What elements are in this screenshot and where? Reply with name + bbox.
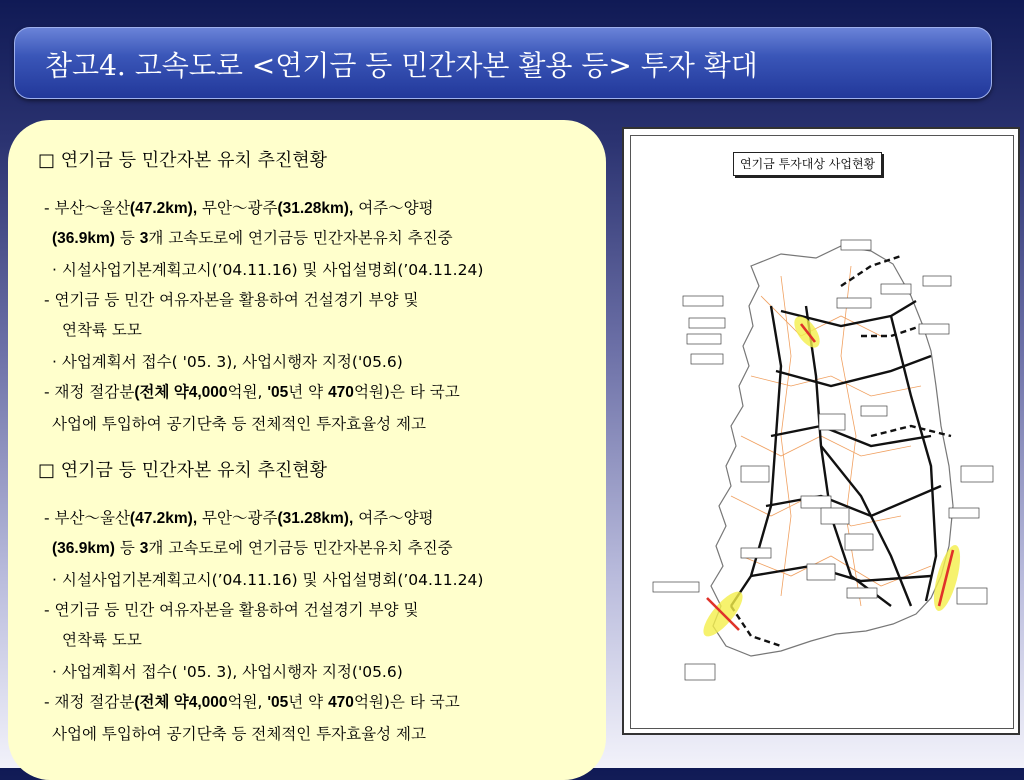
- text-fragment: 470: [328, 694, 354, 711]
- text-fragment: 등: [114, 539, 140, 557]
- text-fragment: 억원)은 타 국고: [353, 693, 460, 711]
- text-line: - 연기금 등 민간 여유자본을 활용하여 건설경기 부양 및: [44, 601, 419, 619]
- text-line: 연착륙 도모: [62, 631, 142, 649]
- text-fragment: (47.2km),: [129, 510, 198, 527]
- route-tag: [919, 324, 949, 334]
- route-tag: [949, 508, 979, 518]
- text-fragment: - 부산～울산: [44, 199, 130, 217]
- route-tag: [819, 414, 845, 430]
- route-tag: [881, 284, 911, 294]
- text-fragment: 개 고속도로에 연기금등 민간자본유치 추진중: [148, 229, 453, 247]
- text-line: [44, 380, 460, 402]
- text-fragment: 등: [114, 229, 140, 247]
- text-line: 연착륙 도모: [62, 321, 142, 339]
- text-fragment: 여주～양평: [353, 199, 434, 217]
- text-fragment: 무안～광주: [197, 199, 278, 217]
- text-fragment: - 재정 절감분: [44, 693, 135, 711]
- text-fragment: (47.2km),: [129, 200, 198, 217]
- text-fragment: 3: [139, 230, 149, 247]
- text-fragment: '05: [267, 384, 289, 401]
- route-tag: [741, 548, 771, 558]
- route-tag: [821, 508, 849, 524]
- route-tag: [847, 588, 877, 598]
- section-heading: □ 연기금 등 민간자본 유치 추진현황: [38, 460, 328, 481]
- route-tag: [687, 334, 721, 344]
- text-line: · 시설사업기본계획고시(’04.11.16) 및 사업설명회(’04.11.24): [52, 261, 484, 279]
- map-area: [630, 135, 1014, 729]
- text-fragment: 무안～광주: [197, 509, 278, 527]
- map-title: 연기금 투자대상 사업현황: [733, 152, 882, 176]
- text-fragment: '05: [267, 694, 289, 711]
- route-tag: [957, 588, 987, 604]
- text-fragment: (36.9km): [52, 230, 115, 247]
- text-fragment: 여주～양평: [353, 509, 434, 527]
- route-tag: [845, 534, 873, 550]
- title-bar: [14, 27, 992, 99]
- land-outline: [711, 246, 953, 656]
- text-fragment: - 부산～울산: [44, 509, 130, 527]
- route-tag: [685, 664, 715, 680]
- korea-highway-map: [631, 136, 1013, 728]
- text-fragment: (31.28km),: [277, 200, 354, 217]
- text-line: 사업에 투입하여 공기단축 등 전체적인 투자효율성 제고: [52, 415, 426, 433]
- text-fragment: 년 약: [288, 693, 329, 711]
- text-line: · 시설사업기본계획고시(’04.11.16) 및 사업설명회(’04.11.24): [52, 571, 484, 589]
- text-fragment: 억원)은 타 국고: [353, 383, 460, 401]
- text-line: · 사업계획서 접수( '05. 3), 사업시행자 지정('05.6): [52, 353, 403, 371]
- text-line: · 사업계획서 접수( '05. 3), 사업시행자 지정('05.6): [52, 663, 403, 681]
- text-line: [44, 690, 460, 712]
- route-tag: [861, 406, 887, 416]
- text-line: 사업에 투입하여 공기단축 등 전체적인 투자효율성 제고: [52, 725, 426, 743]
- route-tag: [683, 296, 723, 306]
- text-fragment: 470: [328, 384, 354, 401]
- text-line: - 연기금 등 민간 여유자본을 활용하여 건설경기 부양 및: [44, 291, 419, 309]
- page-title: 참고4. 고속도로 <연기금 등 민간자본 활용 등> 투자 확대: [45, 49, 758, 82]
- text-fragment: (36.9km): [52, 540, 115, 557]
- text-fragment: (전체 약4,000: [134, 384, 228, 401]
- section-heading: □ 연기금 등 민간자본 유치 추진현황: [38, 150, 328, 171]
- map-frame: [622, 127, 1020, 735]
- route-tag: [653, 582, 699, 592]
- route-tag: [807, 564, 835, 580]
- text-fragment: (31.28km),: [277, 510, 354, 527]
- text-fragment: 3: [139, 540, 149, 557]
- text-fragment: 억원,: [227, 383, 268, 401]
- route-tag: [741, 466, 769, 482]
- text-line: [44, 196, 434, 218]
- text-fragment: 억원,: [227, 693, 268, 711]
- text-fragment: 년 약: [288, 383, 329, 401]
- text-line: [44, 506, 434, 528]
- text-fragment: 개 고속도로에 연기금등 민간자본유치 추진중: [148, 539, 453, 557]
- text-fragment: - 재정 절감분: [44, 383, 135, 401]
- route-tag: [961, 466, 993, 482]
- route-tag: [691, 354, 723, 364]
- text-line: [52, 226, 453, 248]
- route-tag: [841, 240, 871, 250]
- route-tag: [923, 276, 951, 286]
- text-line: [52, 536, 453, 558]
- route-tag: [801, 496, 831, 508]
- route-tag: [837, 298, 871, 308]
- text-panel: [8, 120, 606, 780]
- text-fragment: (전체 약4,000: [134, 694, 228, 711]
- route-tag: [689, 318, 725, 328]
